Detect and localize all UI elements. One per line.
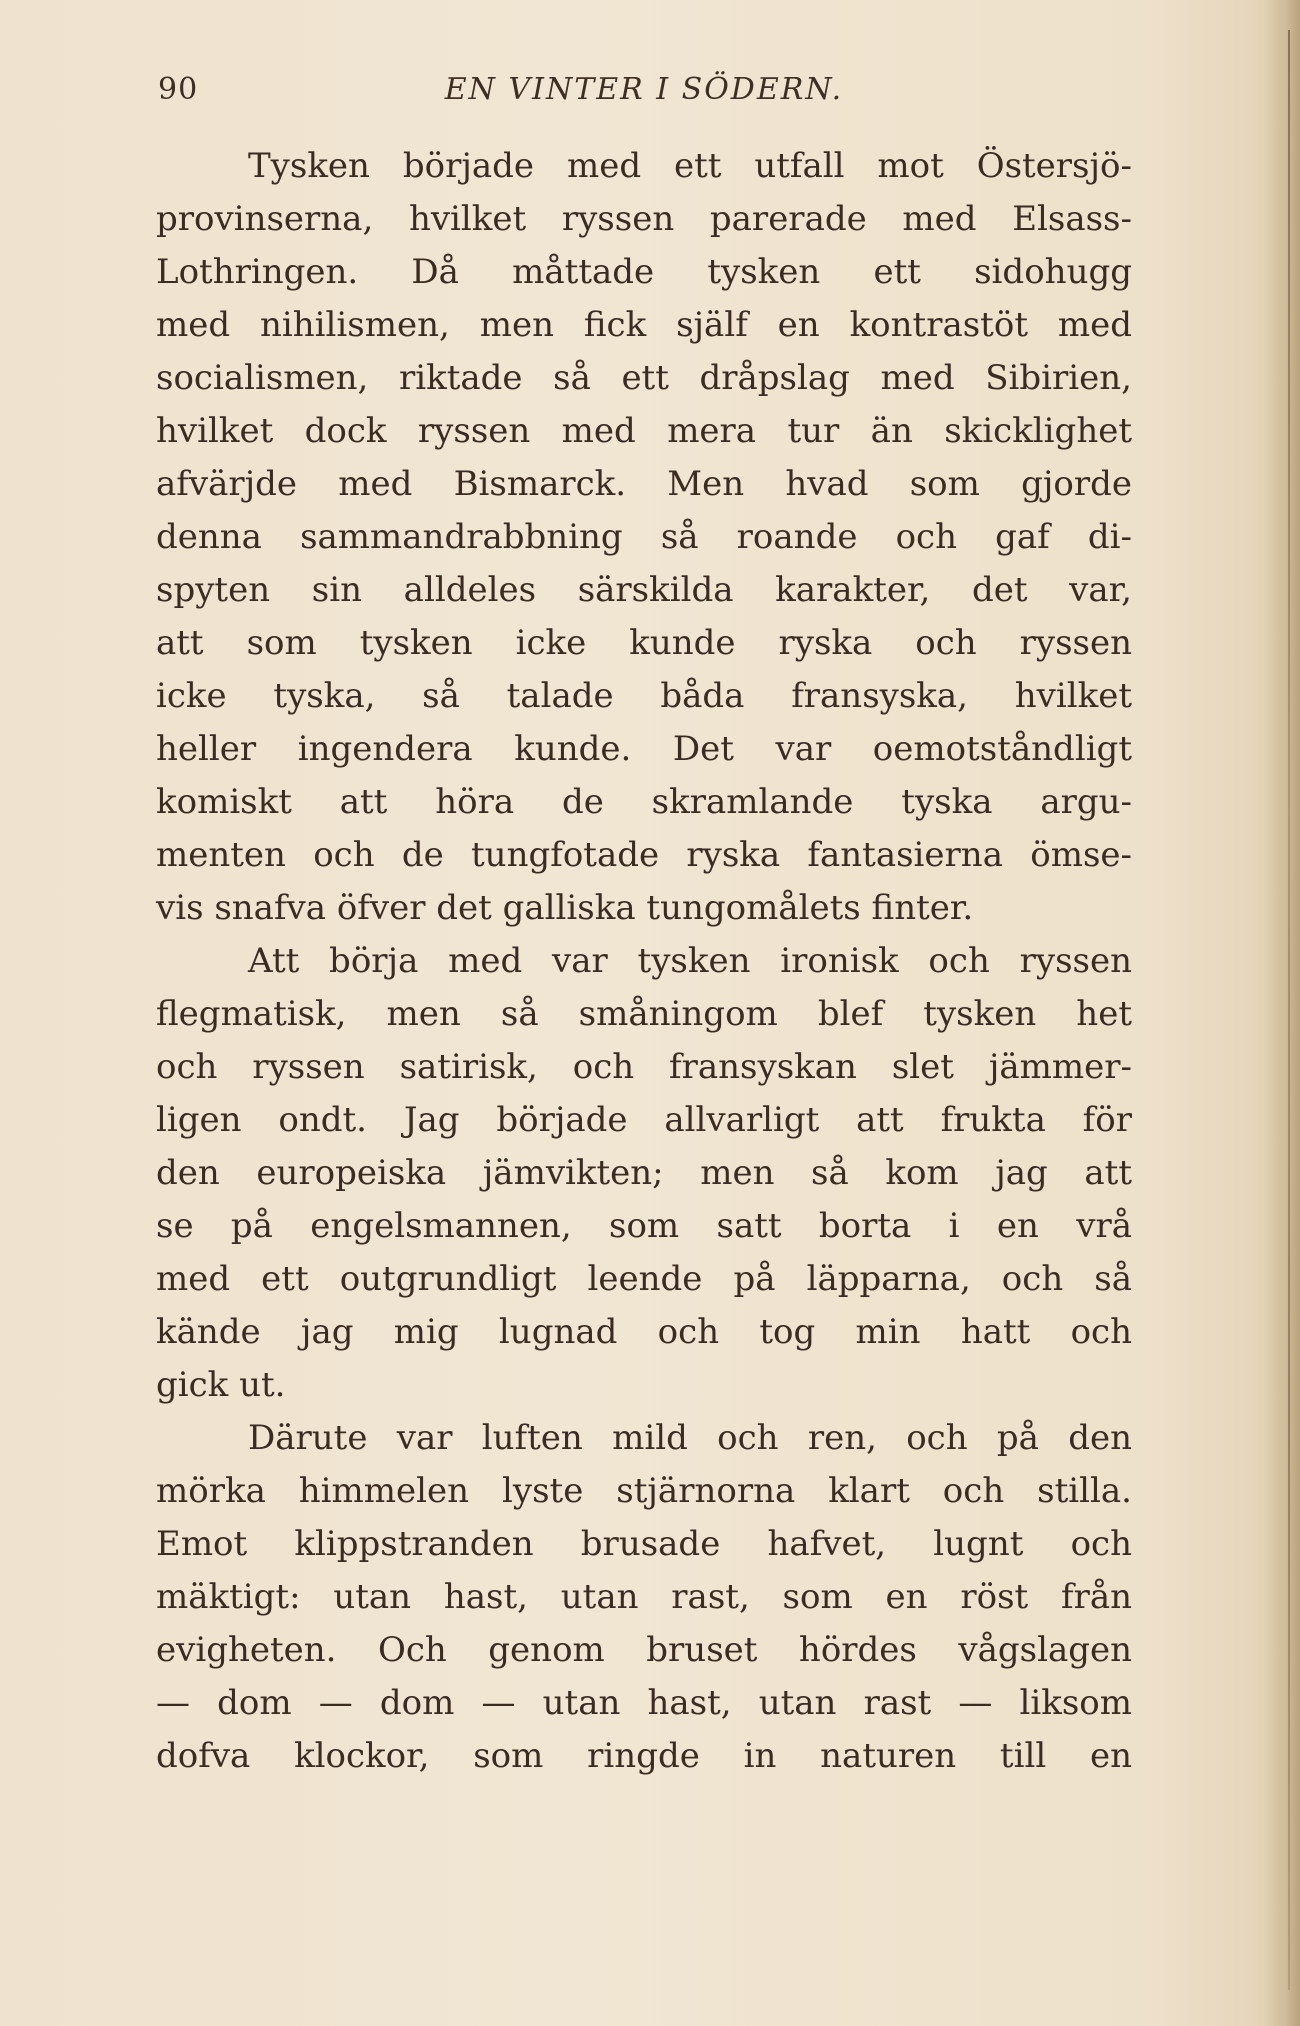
text-line: den europeiska jämvikten; men så kom jag att — [156, 1153, 1132, 1193]
page-gutter-shadow — [1264, 0, 1300, 2026]
body-text — [156, 140, 1132, 1783]
text-line: mäktigt: utan hast, utan rast, som en röst från — [156, 1577, 1132, 1617]
text-line: med nihilismen, men fick själf en kontrastöt med — [156, 305, 1132, 345]
text-line: socialismen, riktade så ett dråpslag med Sibirien, — [156, 358, 1132, 398]
text-line: hvilket dock ryssen med mera tur än skicklighet — [156, 411, 1132, 451]
text-line: spyten sin alldeles särskilda karakter, det var, — [156, 570, 1132, 610]
text-line: och ryssen satirisk, och fransyskan slet jämmer- — [156, 1047, 1132, 1087]
page-header — [158, 72, 1130, 116]
text-line: ligen ondt. Jag började allvarligt att frukta för — [156, 1100, 1132, 1140]
text-line: Emot klippstranden brusade hafvet, lugnt och — [156, 1524, 1132, 1564]
text-line: flegmatisk, men så småningom blef tysken het — [156, 994, 1132, 1034]
text-line: mörka himmelen lyste stjärnorna klart och stilla. — [156, 1471, 1132, 1511]
text-line: vis snafva öfver det galliska tungomålets finter. — [156, 888, 974, 928]
text-line: — dom — dom — utan hast, utan rast — liksom — [156, 1683, 1132, 1723]
text-line: gick ut. — [156, 1365, 286, 1405]
text-line: komiskt att höra de skramlande tyska argu- — [156, 782, 1132, 822]
text-line: Lothringen. Då måttade tysken ett sidohugg — [156, 252, 1132, 292]
text-line: provinserna, hvilket ryssen parerade med Elsass- — [156, 199, 1132, 239]
text-line: med ett outgrundligt leende på läpparna, och så — [156, 1259, 1132, 1299]
text-line: dofva klockor, som ringde in naturen till en — [156, 1736, 1132, 1776]
text-line: Att börja med var tysken ironisk och ryssen — [248, 941, 1132, 981]
running-head: EN VINTER I SÖDERN. — [444, 72, 844, 107]
page-number: 90 — [158, 72, 199, 107]
text-line: heller ingendera kunde. Det var oemotståndligt — [156, 729, 1132, 769]
text-line: kände jag mig lugnad och tog min hatt och — [156, 1312, 1132, 1352]
text-line: att som tysken icke kunde ryska och ryssen — [156, 623, 1132, 663]
binding-edge — [1288, 30, 1290, 1990]
text-line: icke tyska, så talade båda fransyska, hvilket — [156, 676, 1132, 716]
text-line: menten och de tungfotade ryska fantasierna ömse- — [156, 835, 1132, 875]
text-line: evigheten. Och genom bruset hördes vågslagen — [156, 1630, 1132, 1670]
text-line: afvärjde med Bismarck. Men hvad som gjorde — [156, 464, 1132, 504]
text-line: se på engelsmannen, som satt borta i en vrå — [156, 1206, 1132, 1246]
text-line: Därute var luften mild och ren, och på den — [248, 1418, 1132, 1458]
text-line: Tysken började med ett utfall mot Östersjö- — [248, 146, 1132, 186]
text-line: denna sammandrabbning så roande och gaf di- — [156, 517, 1132, 557]
